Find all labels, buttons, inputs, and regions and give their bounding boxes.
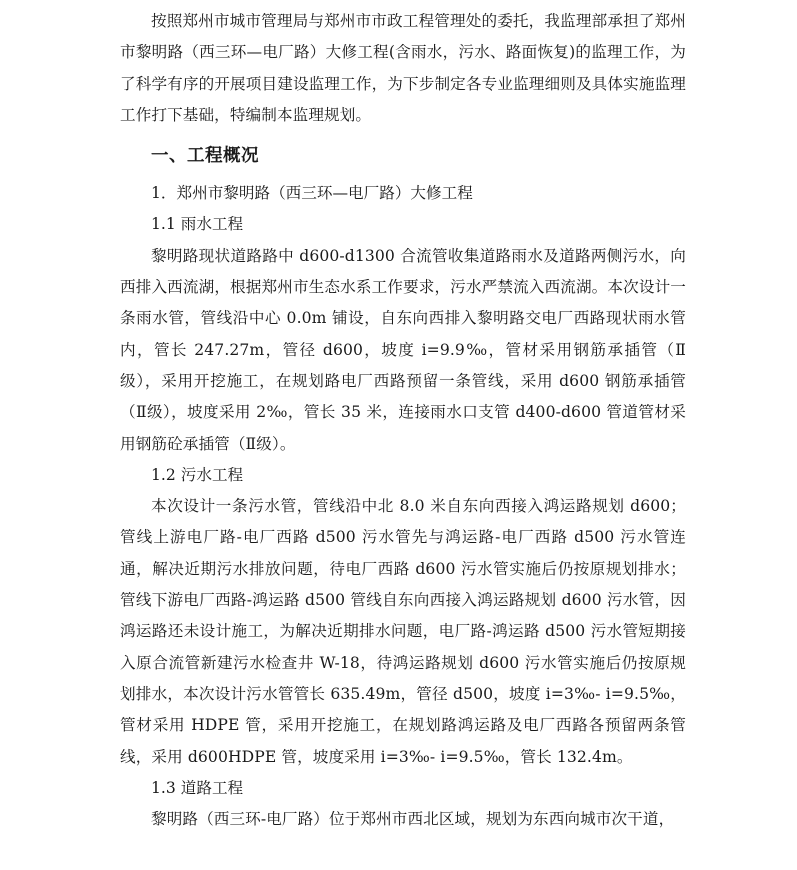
subsection-title-road: 1.3 道路工程 [151,778,244,797]
sewage-paragraph: 本次设计一条污水管，管线沿中北 8.0 米自东向西接入鸿运路规划 d600；管线上游电厂路-电厂西路 d500 污水管先与鸿运路-电厂西路 d500 污水管连通，解决近期污水排放问题，待电厂西路 d600 污水管实施后仍按原规划排水；管线下游电厂西路-鸿运路 d500 管线自东向西接入鸿运路规划 d600 污水管，因鸿运路还未设计施工，为解决近期排水问题，电厂路-鸿运路 d500 污水管短期接入原合流管新建污水检查井 W-18，待鸿运路规划 d600 污水管实施后仍按原规划排水，本次设计污水管管长 635.49m，管径 d500，坡度 i=3‰- i=9.5‰，管材采用 HDPE 管，采用开挖施工，在规划路鸿运路及电厂西路各预留两条管线，采用 d600HDPE 管，坡度采用 i=3‰- i=9.5‰，管长 132.4m。 [120,497,686,766]
subsection-title-rainwater: 1.1 雨水工程 [151,215,244,234]
rainwater-paragraph: 黎明路现状道路路中 d600-d1300 合流管收集道路雨水及道路两侧污水，向西排入西流湖，根据郑州市生态水系工作要求，污水严禁流入西流湖。本次设计一条雨水管，管线沿中心 0.0m 铺设，自东向西排入黎明路交电厂西路现状雨水管内，管长 247.27m，管径 d600，坡度 i=9.9‰，管材采用钢筋承插管（Ⅱ级），采用开挖施工，在规划路电厂西路预留一条管线，采用 d600 钢筋承插管（Ⅱ级），坡度采用 2‰，管长 35 米，连接雨水口支管 d400-d600 管道管材采用钢筋砼承插管（Ⅱ级）。 [120,246,686,453]
subsection-title-sewage: 1.2 污水工程 [151,465,244,484]
intro-paragraph: 按照郑州市城市管理局与郑州市市政工程管理处的委托，我监理部承担了郑州市黎明路（西三环—电厂路）大修工程(含雨水，污水、路面恢复)的监理工作，为了科学有序的开展项目建设监理工作，为下步制定各专业监理细则及具体实施监理工作打下基础，特编制本监理规划。 [120,12,686,124]
section-title: 一、工程概况 [151,146,259,167]
road-paragraph: 黎明路（西三环-电厂路）位于郑州市西北区域，规划为东西向城市次干道， [151,810,675,829]
subsection-title-project: 1．郑州市黎明路（西三环—电厂路）大修工程 [151,184,473,203]
document-body [120,0,686,835]
